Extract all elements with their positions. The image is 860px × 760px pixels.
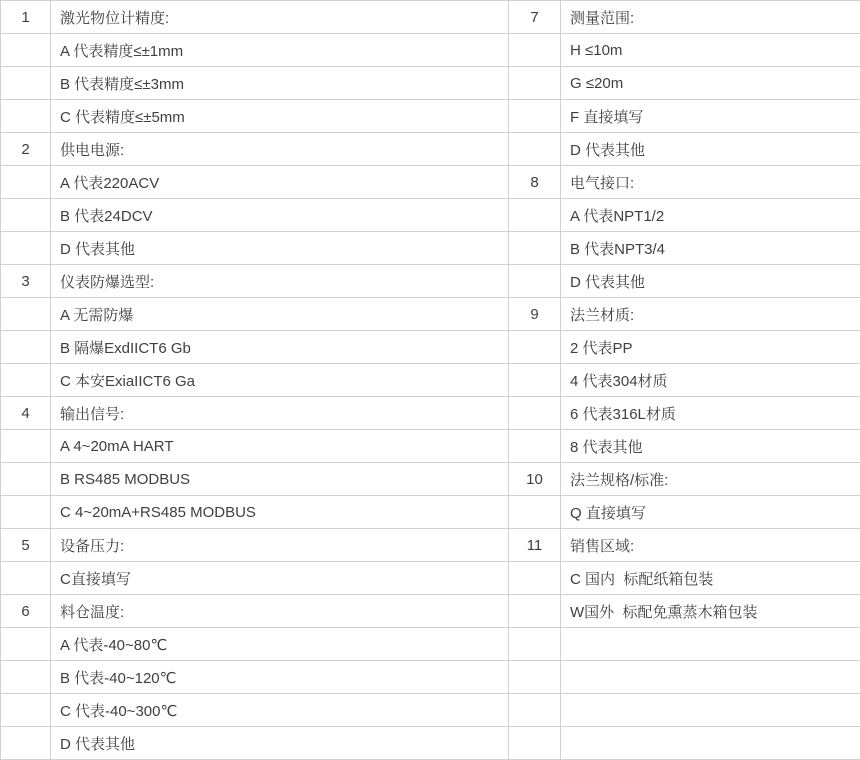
table-row	[1, 661, 860, 694]
option-text-right-cell: 测量范围:	[561, 1, 860, 34]
table-row	[1, 265, 860, 298]
option-text-right-cell: 4 代表304材质	[561, 364, 860, 397]
row-index-left-cell	[1, 694, 51, 727]
row-index-left-cell	[1, 496, 51, 529]
row-index-left-cell	[1, 232, 51, 265]
option-text-left-cell: B 代表24DCV	[51, 199, 509, 232]
row-index-left-cell: 2	[1, 133, 51, 166]
option-text-left-cell: 设备压力:	[51, 529, 509, 562]
row-index-left-cell: 6	[1, 595, 51, 628]
option-text-left-cell: A 无需防爆	[51, 298, 509, 331]
option-text-left-cell: B 隔爆ExdIICT6 Gb	[51, 331, 509, 364]
row-index-right-cell: 11	[509, 529, 561, 562]
option-text-right-cell: Q 直接填写	[561, 496, 860, 529]
option-text-right-cell: G ≤20m	[561, 67, 860, 100]
row-index-right-cell	[509, 562, 561, 595]
option-text-right-cell: B 代表NPT3/4	[561, 232, 860, 265]
table-row	[1, 298, 860, 331]
row-index-right-cell: 7	[509, 1, 561, 34]
option-text-right-cell: D 代表其他	[561, 133, 860, 166]
row-index-left-cell	[1, 364, 51, 397]
option-text-right-cell: 法兰规格/标准:	[561, 463, 860, 496]
table-row	[1, 232, 860, 265]
row-index-left-cell	[1, 562, 51, 595]
row-index-right-cell	[509, 628, 561, 661]
option-text-left-cell: C 代表-40~300℃	[51, 694, 509, 727]
row-index-left-cell	[1, 100, 51, 133]
row-index-right-cell	[509, 661, 561, 694]
option-text-right-cell	[561, 727, 860, 760]
option-text-right-cell: D 代表其他	[561, 265, 860, 298]
table-row	[1, 133, 860, 166]
row-index-left-cell	[1, 298, 51, 331]
option-text-left-cell: 激光物位计精度:	[51, 1, 509, 34]
row-index-left-cell	[1, 628, 51, 661]
row-index-right-cell: 10	[509, 463, 561, 496]
row-index-right-cell	[509, 364, 561, 397]
row-index-left-cell	[1, 166, 51, 199]
row-index-left-cell: 4	[1, 397, 51, 430]
table-row	[1, 100, 860, 133]
row-index-left-cell: 1	[1, 1, 51, 34]
row-index-right-cell	[509, 694, 561, 727]
table-body	[1, 1, 860, 760]
row-index-right-cell	[509, 265, 561, 298]
option-text-left-cell: D 代表其他	[51, 727, 509, 760]
row-index-left-cell	[1, 430, 51, 463]
row-index-right-cell: 9	[509, 298, 561, 331]
option-text-left-cell: C 本安ExiaIICT6 Ga	[51, 364, 509, 397]
row-index-left-cell: 3	[1, 265, 51, 298]
table-row	[1, 331, 860, 364]
table-row	[1, 694, 860, 727]
row-index-right-cell	[509, 199, 561, 232]
table-row	[1, 496, 860, 529]
option-text-left-cell: B RS485 MODBUS	[51, 463, 509, 496]
table-row	[1, 199, 860, 232]
option-text-right-cell: 2 代表PP	[561, 331, 860, 364]
row-index-left-cell	[1, 727, 51, 760]
option-text-left-cell: C 4~20mA+RS485 MODBUS	[51, 496, 509, 529]
option-text-left-cell: A 代表220ACV	[51, 166, 509, 199]
table-row	[1, 1, 860, 34]
option-text-left-cell: 仪表防爆选型:	[51, 265, 509, 298]
option-text-left-cell: A 代表-40~80℃	[51, 628, 509, 661]
table-row	[1, 67, 860, 100]
row-index-right-cell	[509, 727, 561, 760]
row-index-left-cell	[1, 199, 51, 232]
row-index-right-cell	[509, 34, 561, 67]
option-text-right-cell: 8 代表其他	[561, 430, 860, 463]
option-text-left-cell: A 4~20mA HART	[51, 430, 509, 463]
option-text-left-cell: D 代表其他	[51, 232, 509, 265]
option-text-left-cell: 输出信号:	[51, 397, 509, 430]
row-index-right-cell	[509, 496, 561, 529]
row-index-right-cell	[509, 397, 561, 430]
row-index-left-cell	[1, 463, 51, 496]
option-text-right-cell	[561, 694, 860, 727]
table-row	[1, 397, 860, 430]
option-text-right-cell: W国外 标配免熏蒸木箱包装	[561, 595, 860, 628]
table-row	[1, 34, 860, 67]
row-index-left-cell	[1, 67, 51, 100]
row-index-left-cell: 5	[1, 529, 51, 562]
option-text-left-cell: B 代表-40~120℃	[51, 661, 509, 694]
table-row	[1, 595, 860, 628]
option-text-left-cell: B 代表精度≤±3mm	[51, 67, 509, 100]
option-text-right-cell: 电气接口:	[561, 166, 860, 199]
row-index-right-cell	[509, 232, 561, 265]
row-index-right-cell	[509, 430, 561, 463]
table-row	[1, 463, 860, 496]
row-index-right-cell	[509, 133, 561, 166]
row-index-left-cell	[1, 661, 51, 694]
option-text-left-cell: 供电电源:	[51, 133, 509, 166]
table-row	[1, 628, 860, 661]
option-text-right-cell: 6 代表316L材质	[561, 397, 860, 430]
row-index-left-cell	[1, 34, 51, 67]
row-index-right-cell	[509, 331, 561, 364]
option-text-left-cell: 料仓温度:	[51, 595, 509, 628]
table-row	[1, 364, 860, 397]
row-index-right-cell	[509, 100, 561, 133]
table-row	[1, 562, 860, 595]
row-index-right-cell: 8	[509, 166, 561, 199]
table-row	[1, 430, 860, 463]
option-text-right-cell: H ≤10m	[561, 34, 860, 67]
option-text-left-cell: A 代表精度≤±1mm	[51, 34, 509, 67]
option-text-right-cell	[561, 661, 860, 694]
option-text-left-cell: C 代表精度≤±5mm	[51, 100, 509, 133]
table-row	[1, 166, 860, 199]
option-text-right-cell: 法兰材质:	[561, 298, 860, 331]
table-row	[1, 727, 860, 760]
option-text-right-cell: C 国内 标配纸箱包装	[561, 562, 860, 595]
option-text-left-cell: C直接填写	[51, 562, 509, 595]
option-text-right-cell	[561, 628, 860, 661]
row-index-left-cell	[1, 331, 51, 364]
row-index-right-cell	[509, 595, 561, 628]
table-row	[1, 529, 860, 562]
option-text-right-cell: A 代表NPT1/2	[561, 199, 860, 232]
option-text-right-cell: F 直接填写	[561, 100, 860, 133]
row-index-right-cell	[509, 67, 561, 100]
option-text-right-cell: 销售区域:	[561, 529, 860, 562]
